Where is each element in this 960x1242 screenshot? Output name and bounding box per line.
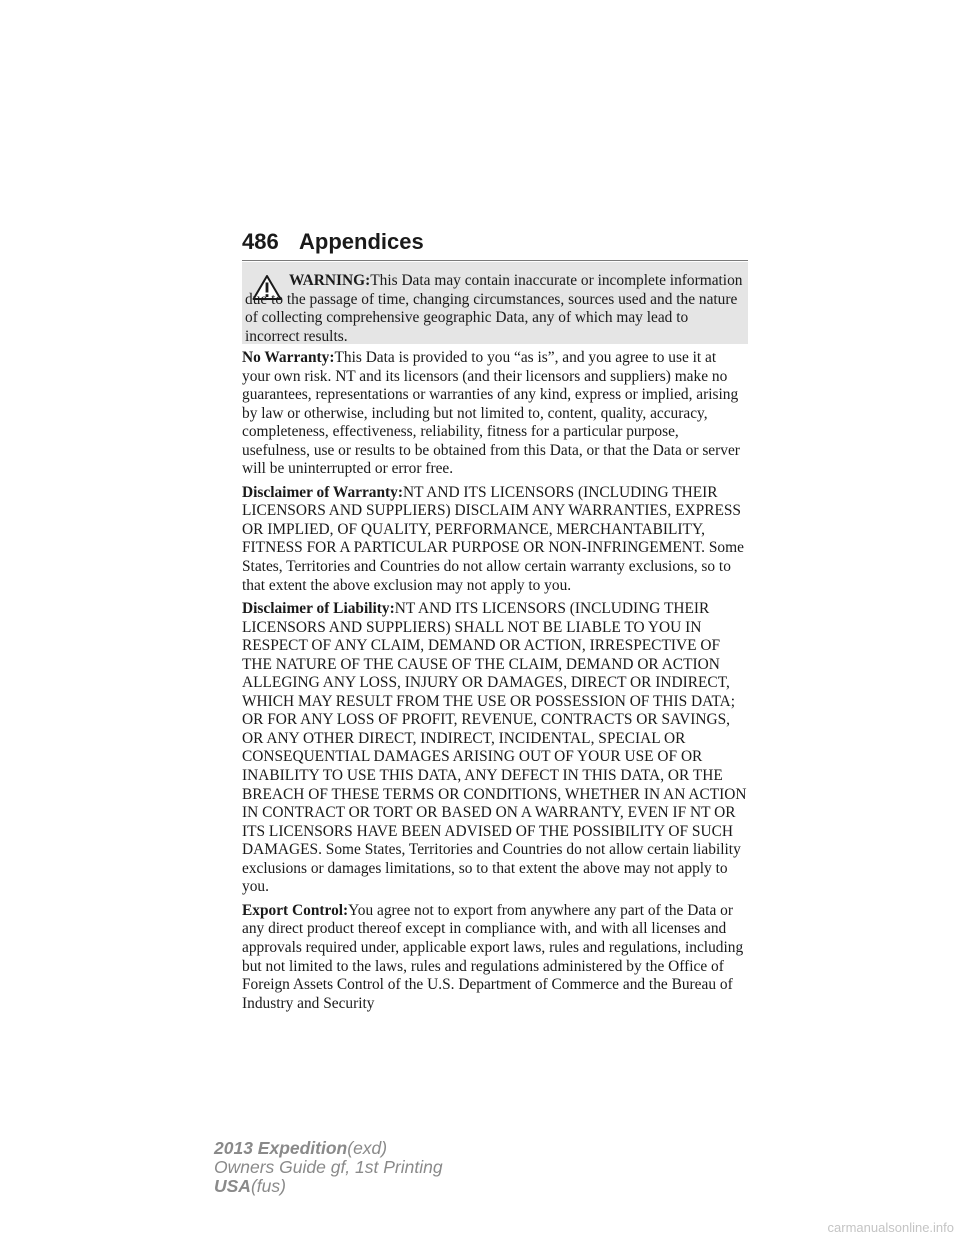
warning-body: This Data may contain inaccurate or incomplete information due to the passage of time, changing circumstances, sources used and the nature of collecting comprehensive geographic Data, any of which may lead to incorrect results.: [245, 272, 743, 345]
document-footer: [214, 1139, 443, 1196]
page-header: [242, 228, 748, 261]
section-title: Appendices: [299, 229, 424, 254]
footer-market: USA: [214, 1176, 251, 1196]
watermark: carmanualsonline.info: [827, 1220, 954, 1235]
warning-label: WARNING:: [289, 272, 371, 289]
page-number: 486: [242, 229, 279, 254]
footer-model: 2013 Expedition: [214, 1138, 348, 1158]
footer-market-code: (fus): [250, 1176, 286, 1196]
footer-model-line: [214, 1139, 443, 1158]
paragraph-text: This Data is provided to you “as is”, and you agree to use it at your own risk. NT and its licensors (and their licensors and suppliers) make no guarantees, representations or warranties of any kind, express or implied, arising by law or otherwise, including but not limited to, content, quality, accuracy, completeness, effectiveness, reliability, fitness for a particular purpose, usefulness, use or results to be obtained from this Data, or that the Data or server will be uninterrupted or error free.: [242, 349, 740, 478]
footer-model-code: (exd): [347, 1138, 388, 1158]
footer-market-line: [214, 1177, 443, 1196]
footer-guide-line: Owners Guide gf, 1st Printing: [214, 1157, 443, 1177]
paragraph-no-warranty: [242, 349, 748, 479]
paragraph-export-control: [242, 902, 748, 1013]
term-export-control: Export Control:: [242, 901, 349, 919]
paragraph-disclaimer-of-liability: [242, 600, 748, 897]
term-disclaimer-of-warranty: Disclaimer of Warranty:: [242, 483, 403, 501]
term-no-warranty: No Warranty:: [242, 349, 335, 366]
paragraph-disclaimer-of-warranty: [242, 484, 748, 595]
warning-text: [245, 272, 745, 346]
warning-box: [242, 262, 748, 344]
term-disclaimer-of-liability: Disclaimer of Liability:: [242, 600, 395, 618]
paragraph-text: You agree not to export from anywhere any part of the Data or any direct product thereof except in compliance with, and with all licenses and approvals required under, applicable export laws, rules and regulations, including but not limited to the laws, rules and regulations administered by the Office of Foreign Assets Control of the U.S. Department of Commerce and the Bureau of Industry and Security: [242, 901, 744, 1012]
document-body: [242, 349, 748, 1018]
paragraph-text: NT AND ITS LICENSORS (INCLUDING THEIR LICENSORS AND SUPPLIERS) SHALL NOT BE LIABLE TO YOU IN RESPECT OF ANY CLAIM, DEMAND OR ACTION, IRRESPECTIVE OF THE NATURE OF THE CAUSE OF THE CLAIM, DEMAND OR ACTION ALLEGING ANY LOSS, INJURY OR DAMAGES, DIRECT OR INDIRECT, WHICH MAY RESULT FROM THE USE OR POSSESSION OF THIS DATA; OR FOR ANY LOSS OF PROFIT, REVENUE, CONTRACTS OR SAVINGS, OR ANY OTHER DIRECT, INDIRECT, INCIDENTAL, SPECIAL OR CONSEQUENTIAL DAMAGES ARISING OUT OF YOUR USE OF OR INABILITY TO USE THIS DATA, ANY DEFECT IN THIS DATA, OR THE BREACH OF THESE TERMS OR CONDITIONS, WHETHER IN AN ACTION IN CONTRACT OR TORT OR BASED ON A WARRANTY, EVEN IF NT OR ITS LICENSORS HAVE BEEN ADVISED OF THE POSSIBILITY OF SUCH DAMAGES. Some States, Territories and Countries do not allow certain liability exclusions or damages limitations, so to that extent the above may not apply to you.: [242, 600, 747, 896]
paragraph-text: NT AND ITS LICENSORS (INCLUDING THEIR LICENSORS AND SUPPLIERS) DISCLAIM ANY WARRANTIES, EXPRESS OR IMPLIED, OF QUALITY, PERFORMANCE, MERCHANTABILITY, FITNESS FOR A PARTICULAR PURPOSE OR NON-INFRINGEMENT. Some States, Territories and Countries do not allow certain warranty exclusions, so to that extent the above exclusion may not apply to you.: [242, 483, 744, 594]
